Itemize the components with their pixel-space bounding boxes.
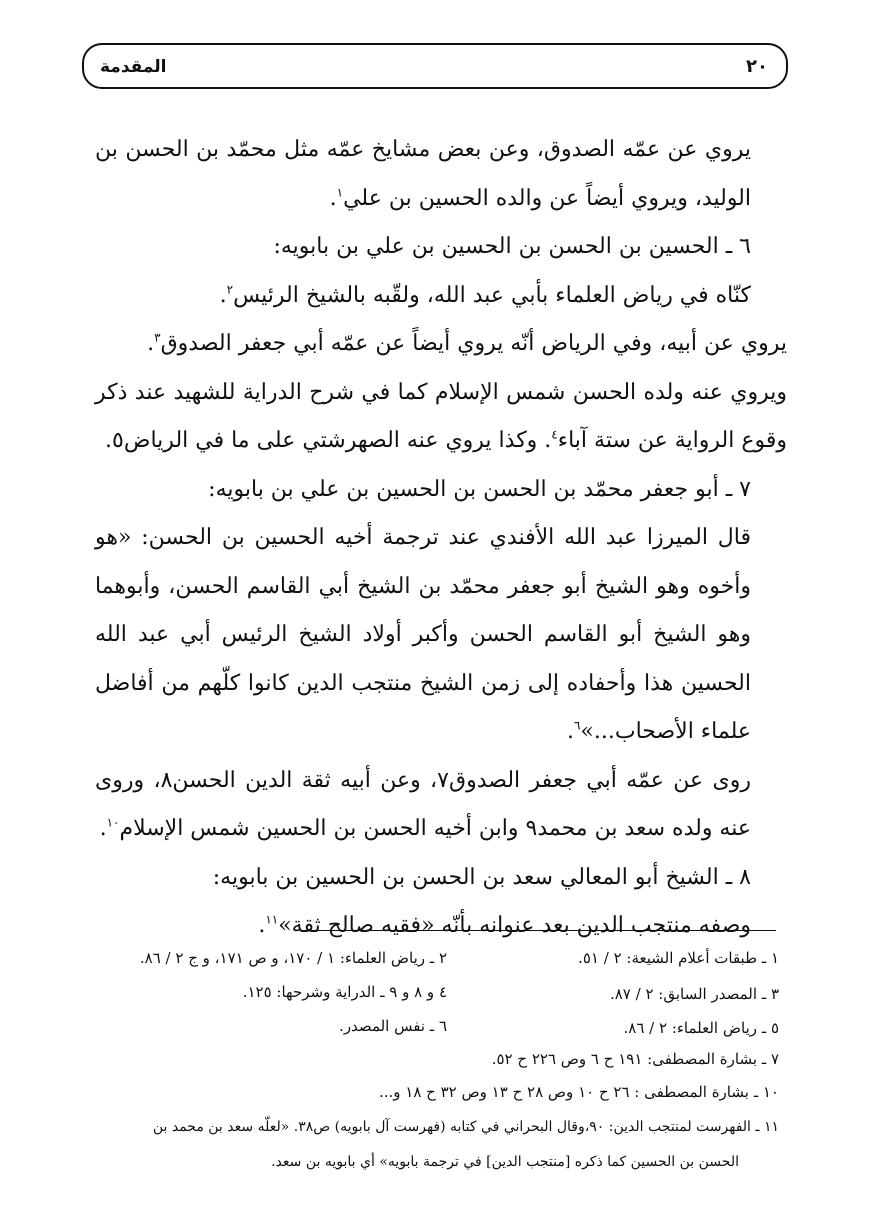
- section-heading: ٨ ـ الشيخ أبو المعالي سعد بن الحسن بن الحسين بن بابويه:: [212, 864, 751, 890]
- paragraph: قال الميرزا عبد الله الأفندي عند ترجمة أخيه الحسين بن الحسن: «هو وأخوه وهو الشيخ أبو جعفر محمّد بن الشيخ أبي القاسم الحسن، وأبوهما وهو الشيخ أبو القاسم الحسن وأكبر أولاد الشيخ الرئيس أبي عبد الله الحسين هذا وأحفاده إلى زمن الشيخ منتجب الدين كانوا كلّهم من أفاضل علماء الأصحاب...»$^٦$.: [95, 525, 751, 744]
- footnote: ١١ ـ الفهرست لمنتجب الدين: ٩٠،وقال البحراني في كتابه (فهرست آل بابويه) ص٣٨. «لعلّه سعد بن محمد بن: [152, 1119, 779, 1135]
- footnote-ref: ١: [336, 185, 344, 200]
- footnote-ref: ٦: [573, 718, 581, 733]
- footnote: ٥ ـ رياض العلماء: ٢ / ٨٦.: [623, 1019, 779, 1037]
- footnote: ٤ و ٨ و ٩ ـ الدراية وشرحها: ١٢٥.: [242, 983, 447, 1001]
- footnote: ٦ ـ نفس المصدر.: [339, 1017, 447, 1035]
- paragraph: ويروي عنه ولده الحسن شمس الإسلام كما في شرح الدراية للشهيد عند ذكر وقوع الرواية عن ستة آباء$^٤$. وكذا يروي عنه الصهرشتي على ما في الرياض٥.: [95, 379, 787, 453]
- footnote: ٢ ـ رياض العلماء: ١ / ١٧٠، و ص ١٧١، و ج ٢ / ٨٦.: [139, 949, 447, 967]
- section-heading: ٦ ـ الحسين بن الحسن بن الحسين بن علي بن بابويه:: [273, 234, 751, 259]
- section-title: المقدمة: [100, 57, 167, 77]
- footnote: ١ ـ طبقات أعلام الشيعة: ٢ / ٥١.: [578, 949, 779, 967]
- footnote: ٧ ـ بشارة المصطفى: ١٩١ ح ٦ وص ٢٢٦ ح ٥٢.: [491, 1050, 779, 1068]
- footnote-ref: ٢: [226, 282, 234, 297]
- footnote-ref: ١١: [265, 912, 279, 927]
- footnote-ref: ٣: [154, 330, 161, 345]
- footnote: ١٠ ـ بشارة المصطفى : ٢٦ ح ١٠ وص ٢٨ ح ١٣ وص ٣٢ ح ١٨ و...: [378, 1083, 779, 1101]
- paragraph: روى عن عمّه أبي جعفر الصدوق٧، وعن أبيه ثقة الدين الحسن٨، وروى عنه ولده سعد بن محمد٩ وابن أخيه الحسن بن الحسين شمس الإسلام$^{١٠}$.: [95, 767, 752, 841]
- paragraph: يروي عن أبيه، وفي الرياض أنّه يروي أيضاً عن عمّه أبي جعفر الصدوق$^٣$.: [147, 330, 787, 356]
- main-text: [95, 126, 787, 951]
- paragraph: وصفه منتجب الدين بعد عنوانه بأنّه «فقيه صالح ثقة»$^{١١}$.: [258, 912, 751, 938]
- paragraph: يروي عن عمّه الصدوق، وعن بعض مشايخ عمّه مثل محمّد بن الحسن بن الوليد، ويروي أيضاً عن والده الحسين بن علي$^١$.: [95, 137, 751, 211]
- footnote: ٣ ـ المصدر السابق: ٢ / ٨٧.: [609, 985, 779, 1003]
- section-heading: ٧ ـ أبو جعفر محمّد بن الحسن بن الحسين بن علي بن بابويه:: [208, 476, 751, 502]
- footnote-ref: ١٠: [106, 815, 120, 830]
- footnote-ref: ٤: [551, 427, 558, 442]
- paragraph: كنّاه في رياض العلماء بأبي عبد الله، ولقّبه بالشيخ الرئيس$^٢$.: [219, 282, 751, 308]
- page-number: ٢٠: [746, 56, 768, 77]
- running-header: [82, 43, 788, 89]
- footnote-continuation: الحسن بن الحسين كما ذكره [منتجب الدين] في ترجمة بابويه» أي بابويه بن سعد.: [271, 1154, 739, 1170]
- footnote-separator: [318, 930, 776, 931]
